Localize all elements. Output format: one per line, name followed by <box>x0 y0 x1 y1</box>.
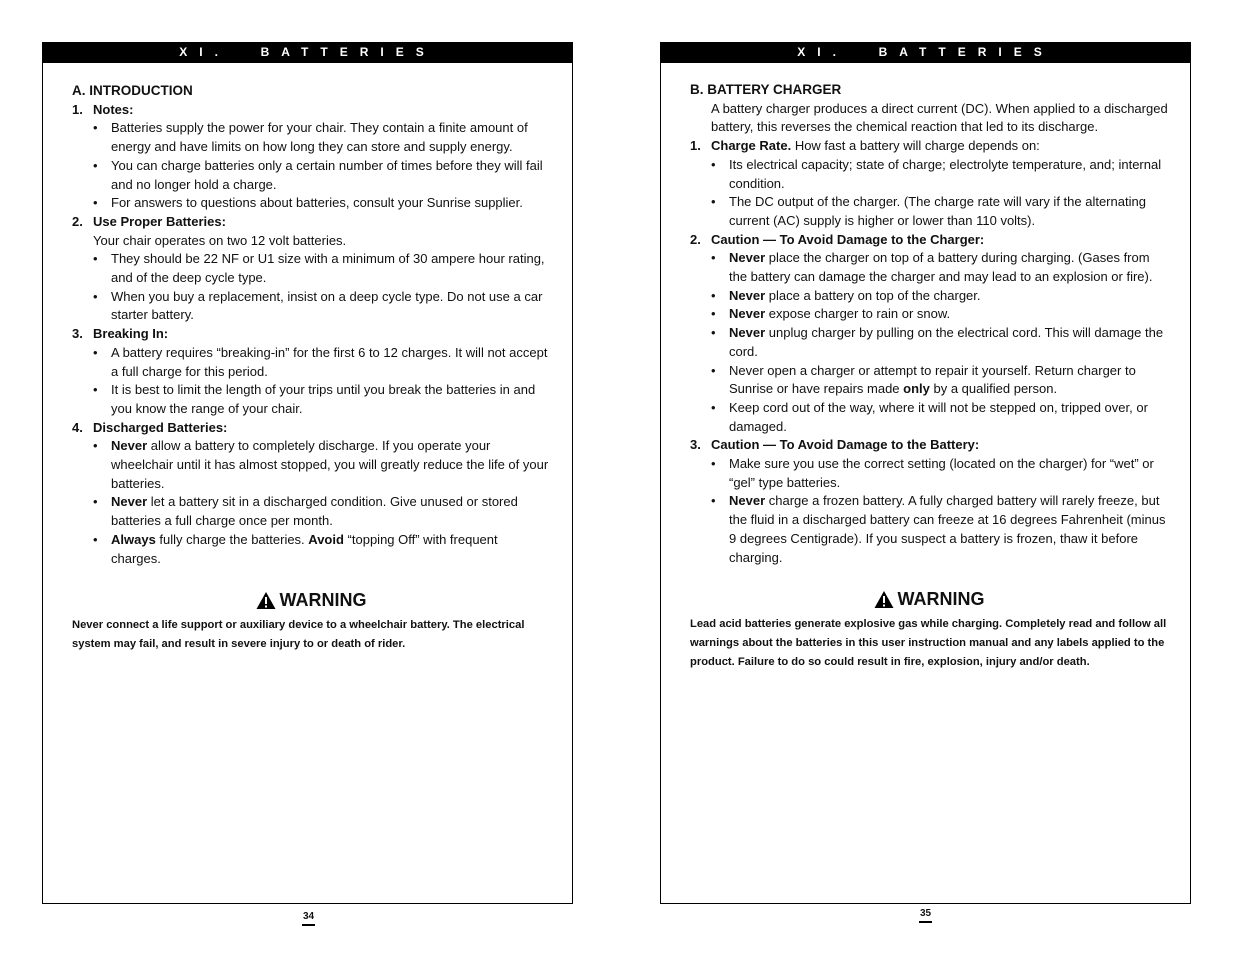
bullet-text: Batteries supply the power for your chair. They contain a finite amount of energy and have limits on how long they can store and supply energy. <box>111 120 528 155</box>
numbered-item <box>690 231 1168 250</box>
numbered-item <box>690 436 1168 455</box>
bullet-text: When you buy a replacement, insist on a deep cycle type. Do not use a car starter battery. <box>111 288 543 323</box>
emphasis-text: Never <box>111 494 148 510</box>
emphasis-text: Never <box>729 250 766 266</box>
bullet-item <box>690 324 1168 361</box>
page-content <box>690 81 1168 672</box>
section-title: A. INTRODUCTION <box>72 83 193 98</box>
warning-triangle-icon <box>874 590 894 609</box>
bullet-item <box>72 119 550 156</box>
numbered-list <box>72 101 550 569</box>
warning-text: Never connect a life support or auxiliary device to a wheelchair battery. The electrical system may fail, and result in severe injury to or death of rider. <box>72 619 525 651</box>
bullet-text: let a battery sit in a discharged condition. Give unused or stored batteries a full charge once per month. <box>111 494 518 529</box>
numbered-item <box>72 101 550 120</box>
warning-heading <box>690 588 1168 610</box>
bullet-item <box>72 157 550 194</box>
warning-title: WARNING <box>279 590 367 611</box>
section-intro: A battery charger produces a direct current (DC). When applied to a discharged battery, this reverses the chemical reaction that led to its discharge. <box>711 100 1168 135</box>
emphasis-text: Always <box>111 531 156 547</box>
bullet-text: Its electrical capacity; state of charge; electrolyte temperature, and; internal condition. <box>729 156 1162 191</box>
bullet-icon: • <box>93 195 98 211</box>
item-number: 1. <box>690 138 701 154</box>
bullet-icon: • <box>711 306 716 322</box>
item-number: 3. <box>690 437 701 453</box>
bullet-icon: • <box>93 438 98 454</box>
bullet-text: expose charger to rain or snow. <box>765 306 951 322</box>
bullet-text: fully charge the batteries. <box>155 531 309 547</box>
emphasis-text: Avoid <box>308 531 344 547</box>
bullet-icon: • <box>93 288 98 304</box>
bullet-icon: • <box>711 399 716 415</box>
bullet-icon: • <box>711 325 716 341</box>
bullet-text: You can charge batteries only a certain number of times before they will fail and no longer hold a charge. <box>111 157 543 192</box>
bullet-icon: • <box>93 120 98 136</box>
emphasis-text: only <box>903 381 930 397</box>
bullet-icon: • <box>711 456 716 472</box>
bullet-icon: • <box>711 287 716 303</box>
item-number: 4. <box>72 419 83 435</box>
bullet-icon: • <box>93 494 98 510</box>
bullet-item <box>690 156 1168 193</box>
item-heading: Notes: <box>93 101 134 117</box>
bullet-text: Keep cord out of the way, where it will not be stepped on, tripped over, or damaged. <box>729 399 1148 434</box>
bullet-item <box>690 287 1168 306</box>
bullet-item <box>72 437 550 493</box>
bullet-icon: • <box>711 156 716 172</box>
numbered-item <box>72 325 550 344</box>
page-35 <box>660 42 1191 904</box>
page-content <box>72 82 550 654</box>
bullet-icon: • <box>711 362 716 378</box>
item-intro: Your chair operates on two 12 volt batteries. <box>93 232 347 248</box>
bullet-item <box>72 344 550 381</box>
bullet-text: allow a battery to completely discharge. If you operate your wheelchair until it has almost stopped, you will greatly reduce the life of your batteries. <box>111 438 549 491</box>
numbered-list <box>690 137 1168 567</box>
item-heading: Breaking In: <box>93 326 169 342</box>
bullet-item <box>72 493 550 530</box>
bullet-text: The DC output of the charger. (The charge rate will vary if the alternating current (AC) supply is higher or lower than 110 volts). <box>729 194 1146 228</box>
bullet-icon: • <box>711 194 716 210</box>
item-number: 2. <box>72 213 83 229</box>
chapter-header-bar: XI. BATTERIES <box>43 42 572 63</box>
item-number: 1. <box>72 101 83 117</box>
item-heading: Use Proper Batteries: <box>93 213 226 229</box>
bullet-item <box>72 250 550 287</box>
item-number: 3. <box>72 326 83 342</box>
bullet-text: unplug charger by pulling on the electrical cord. This will damage the cord. <box>729 325 1164 359</box>
bullet-text: by a qualified person. <box>929 381 1058 397</box>
bullet-item <box>690 492 1168 567</box>
emphasis-text: Never <box>729 287 766 303</box>
item-heading: Caution — To Avoid Damage to the Charger: <box>711 231 985 247</box>
bullet-text: place the charger on top of a battery during charging. (Gases from the battery can damage the charger and may lead to an explosion or fire). <box>729 250 1153 285</box>
item-heading: Charge Rate. <box>711 138 792 154</box>
bullet-text: For answers to questions about batteries, consult your Sunrise supplier. <box>111 195 523 211</box>
bullet-item <box>72 531 550 568</box>
bullet-item <box>72 194 550 213</box>
bullet-item <box>690 305 1168 324</box>
page-number: 34 <box>302 911 315 926</box>
numbered-item <box>72 419 550 438</box>
bullet-item <box>690 399 1168 436</box>
bullet-item <box>690 455 1168 492</box>
page-number: 35 <box>919 908 932 923</box>
bullet-item <box>72 381 550 418</box>
bullet-icon: • <box>93 344 98 360</box>
warning-triangle-icon <box>256 591 276 610</box>
bullet-text: It is best to limit the length of your trips until you break the batteries in and you know the range of your chair. <box>111 382 536 416</box>
section-title: B. BATTERY CHARGER <box>690 82 842 97</box>
warning-title: WARNING <box>897 589 985 610</box>
bullet-icon: • <box>93 157 98 173</box>
bullet-icon: • <box>93 251 98 267</box>
page-34 <box>42 42 573 904</box>
bullet-text: A battery requires “breaking-in” for the first 6 to 12 charges. It will not accept a full charge for this period. <box>111 344 548 379</box>
bullet-icon: • <box>93 531 98 547</box>
chapter-header-bar: XI. BATTERIES <box>661 42 1190 63</box>
numbered-item <box>72 213 550 232</box>
emphasis-text: Never <box>729 325 766 341</box>
emphasis-text: Never <box>729 306 766 322</box>
bullet-item <box>690 362 1168 399</box>
bullet-text: “topping Off” with frequent charges. <box>111 531 498 566</box>
bullet-text: charge a frozen battery. A fully charged battery will rarely freeze, but the fluid in a discharged battery can freeze at 16 degrees Fahrenheit (minus 9 degrees Centigrade). If you suspect a battery is frozen, thaw it before charging. <box>729 493 1166 565</box>
bullet-text: place a battery on top of the charger. <box>765 287 981 303</box>
emphasis-text: Never <box>729 493 766 509</box>
bullet-text: Never open a charger or attempt to repair it yourself. Return charger to Sunrise or have repairs made <box>729 362 1136 397</box>
item-heading: Discharged Batteries: <box>93 419 228 435</box>
warning-heading <box>72 589 550 611</box>
bullet-item <box>690 249 1168 286</box>
warning-text: Lead acid batteries generate explosive gas while charging. Completely read and follow all warnings about the batteries in this user instruction manual and any labels applied to the product. Failure to do so could result in fire, explosion, injury and/or death. <box>690 618 1167 668</box>
item-heading: Caution — To Avoid Damage to the Battery: <box>711 437 980 453</box>
bullet-icon: • <box>711 250 716 266</box>
item-heading-tail: How fast a battery will charge depends on: <box>791 138 1040 154</box>
emphasis-text: Never <box>111 438 148 454</box>
bullet-item <box>690 193 1168 230</box>
bullet-item <box>72 288 550 325</box>
numbered-item <box>690 137 1168 156</box>
bullet-icon: • <box>93 382 98 398</box>
item-number: 2. <box>690 231 701 247</box>
bullet-text: Make sure you use the correct setting (located on the charger) for “wet” or “gel” type batteries. <box>729 456 1154 490</box>
bullet-text: They should be 22 NF or U1 size with a minimum of 30 ampere hour rating, and of the deep cycle type. <box>111 251 545 286</box>
bullet-icon: • <box>711 493 716 509</box>
